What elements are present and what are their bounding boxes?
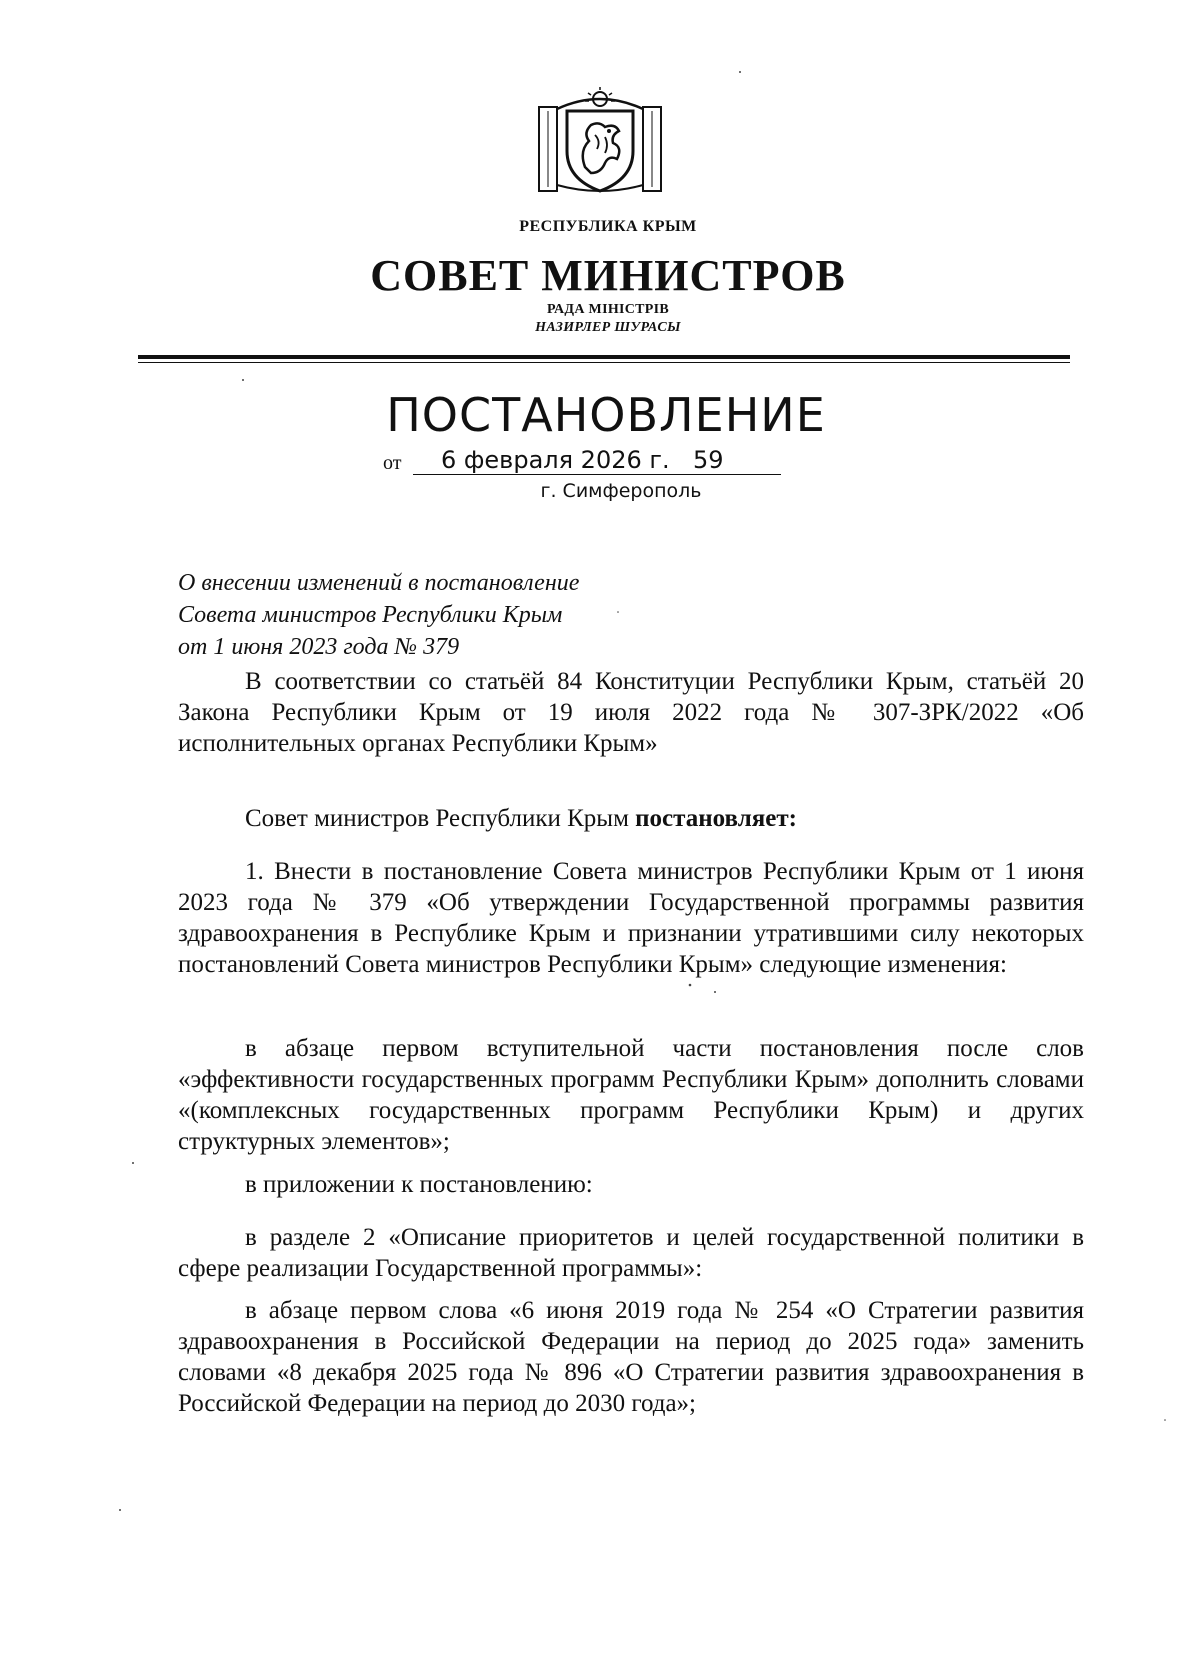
title-line: Совета министров Республики Крым [178,602,563,628]
paragraph-text: в абзаце первом слова «6 июня 2019 года № 254 «О Стратегии развития здравоохранения в Российской Федерации на период до 2025 года» заменить словами «8 декабря 2025 года № 896 «О Стратегии развития здравоохранения в Российской Федерации на период до 2030 года»; [178,1297,1084,1417]
document-title [178,567,878,663]
date-underline [413,474,781,475]
paragraph-text: Совет министров Республики Крым [245,805,636,832]
date-number-row [383,446,783,476]
coat-of-arms-emblem [535,85,665,195]
document-type: ПОСТАНОВЛЕНИЕ [386,388,826,442]
title-line: от 1 июня 2023 года № 379 [178,634,460,660]
document-city: г. Симферополь [540,480,702,502]
body-paragraph-amendment-1 [178,1033,1084,1157]
council-name-crimean-tatar: НАЗИРЛЕР ШУРАСЫ [535,320,681,335]
paragraph-text: в абзаце первом вступительной части постановления после слов «эффективности государственных программ Республики Крым» дополнить словами «(комплексных государственных программ Республики Крым) и других структурных элементов»; [178,1035,1084,1155]
paragraph-text: 1. Внести в постановление Совета министров Республики Крым от 1 июня 2023 года № 379 «Об утверждении Государственной программы развития здравоохранения в Республике Крым и признании утратившими силу некоторых постановлений Совета министров Республики Крым» следующие изменения: [178,858,1084,978]
paragraph-text: в разделе 2 «Описание приоритетов и целей государственной политики в сфере реализации Государственной программы»: [178,1224,1084,1282]
paragraph-text: в приложении к постановлению: [245,1171,593,1198]
document-date: 6 февраля 2026 г. [441,446,670,474]
body-paragraph-annex [178,1169,1084,1200]
body-paragraph-amendment-2 [178,1295,1084,1419]
date-prefix: от [383,452,402,474]
body-paragraph-item-1 [178,856,1084,980]
body-paragraph-preamble [178,666,1084,759]
resolves-keyword: постановляет: [635,805,797,832]
body-paragraph-section-2 [178,1222,1084,1284]
header-divider-thick [138,355,1070,359]
council-name: СОВЕТ МИНИСТРОВ [370,251,846,300]
body-paragraph-resolves [178,803,1084,834]
paragraph-text: В соответствии со статьёй 84 Конституции Республики Крым, статьёй 20 Закона Республики Крым от 19 июля 2022 года № 307-ЗРК/2022 «Об исполнительных органах Республики Крым» [178,668,1084,757]
document-number: 59 [693,446,724,474]
title-line: О внесении изменений в постановление [178,570,580,596]
header-divider-thin [138,362,1070,363]
republic-name: РЕСПУБЛИКА КРЫМ [519,218,697,235]
council-name-ukrainian: РАДА МІНІСТРІВ [546,302,670,317]
